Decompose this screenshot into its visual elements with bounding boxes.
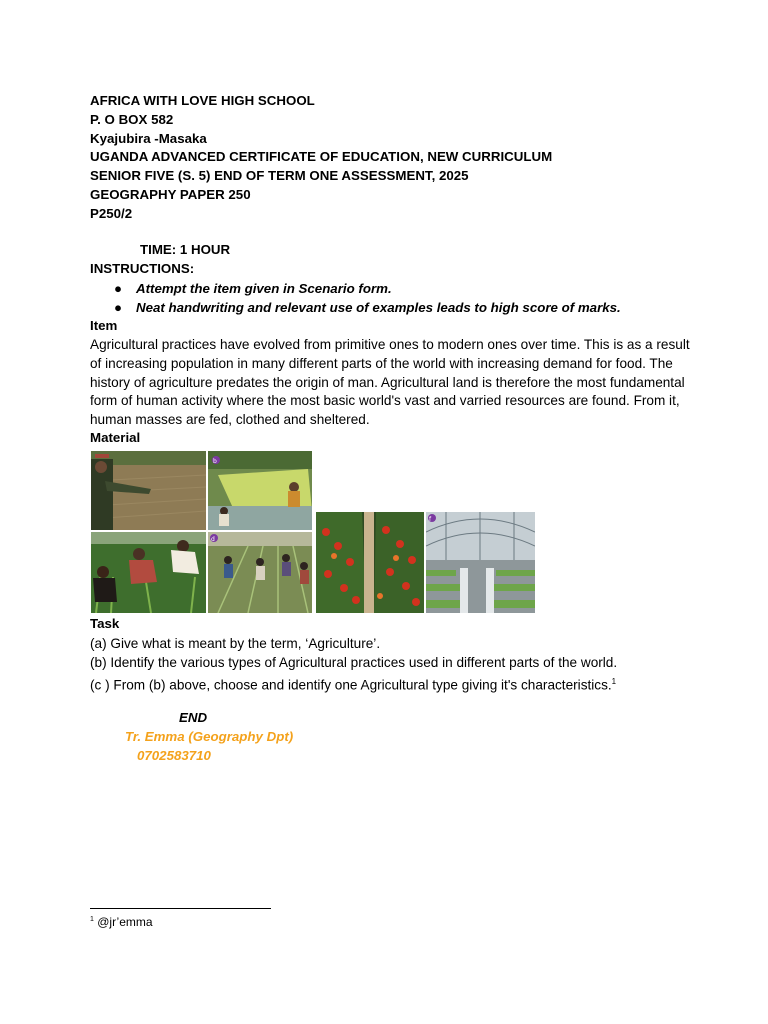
exam-header xyxy=(90,92,552,224)
photo-weeding-crops xyxy=(91,532,206,613)
instruction-text: Attempt the item given in Scenario form. xyxy=(136,281,392,296)
teacher-phone: 0702583710 xyxy=(137,748,211,763)
paper-code: P250/2 xyxy=(90,205,133,221)
certificate-title: UGANDA ADVANCED CERTIFICATE OF EDUCATION, NEW CURRICULUM xyxy=(90,149,553,165)
instruction-text: Neat handwriting and relevant use of examples leads to high score of marks. xyxy=(136,299,621,315)
item-paragraph: Agricultural practices have evolved from primitive ones to modern ones over time. This is as a result of increasing population in many different parts of the world with increasing demand for food. The history of agriculture predates the origin of man. Agricultural land is therefore the most fundamental form of human activity where the most basic world's vast and varried resources are found. From it, human masses are fed, clothed and sheltered. xyxy=(90,337,690,428)
photo-label: b xyxy=(213,458,217,465)
photo-label: f xyxy=(429,516,432,523)
material-photo-collage xyxy=(91,451,535,613)
task-list xyxy=(90,635,617,695)
task-item-c xyxy=(90,673,617,695)
school-location: Kyajubira -Masaka xyxy=(90,130,207,146)
instructions-heading: INSTRUCTIONS: xyxy=(90,261,195,276)
task-item-c-text: (c ) From (b) above, choose and identify one Agricultural type giving it's characteristics. xyxy=(90,677,612,693)
material-heading: Material xyxy=(90,430,141,445)
photo-hydroponic-greenhouse xyxy=(426,512,535,613)
photo-tomato-greenhouse xyxy=(316,512,424,613)
photo-sowing-field xyxy=(91,451,206,530)
paper-title: GEOGRAPHY PAPER 250 xyxy=(90,186,251,202)
photo-paddy-field xyxy=(208,451,312,530)
footnote-number: 1 xyxy=(90,916,94,923)
po-box: P. O BOX 582 xyxy=(90,111,174,127)
task-item-b: (b) Identify the various types of Agricultural practices used in different parts of the world. xyxy=(90,654,618,670)
footnote-text: @jr’emma xyxy=(97,915,153,929)
photo-field-workers xyxy=(208,532,312,613)
time-allowed: TIME: 1 HOUR xyxy=(140,242,231,257)
item-heading: Item xyxy=(90,318,118,333)
footnote-divider xyxy=(90,908,271,909)
school-name: AFRICA WITH LOVE HIGH SCHOOL xyxy=(90,93,315,108)
bullet-icon: ● xyxy=(114,281,123,296)
task-heading: Task xyxy=(90,616,120,631)
instructions-list xyxy=(90,280,621,318)
teacher-name: Tr. Emma (Geography Dpt) xyxy=(125,729,294,744)
end-label: END xyxy=(179,710,208,725)
instruction-item xyxy=(90,280,621,299)
task-item-a: (a) Give what is meant by the term, ‘Agriculture’. xyxy=(90,636,381,651)
footnote xyxy=(90,915,153,929)
assessment-title: SENIOR FIVE (S. 5) END OF TERM ONE ASSESSMENT, 2025 xyxy=(90,168,469,184)
bullet-icon: ● xyxy=(114,299,123,315)
footnote-ref: 1 xyxy=(611,676,617,686)
photo-label: d xyxy=(211,536,215,543)
instruction-item xyxy=(90,299,621,318)
